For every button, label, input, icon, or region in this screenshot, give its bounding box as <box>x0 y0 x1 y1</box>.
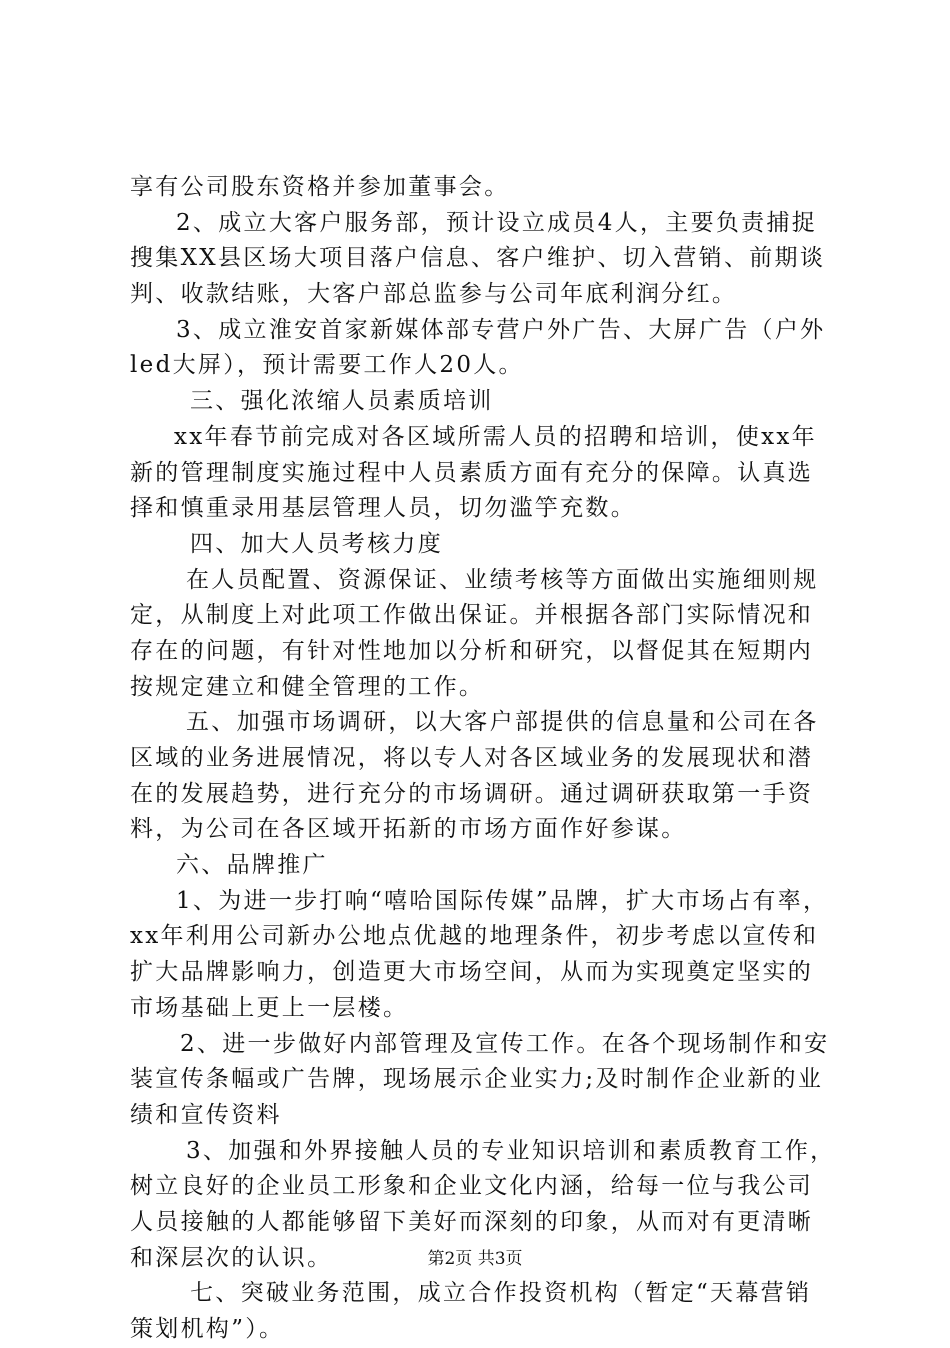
text-line: 扩大品牌影响力，创造更大市场空间，从而为实现奠定坚实的 <box>130 959 814 986</box>
text-line: 树立良好的企业员工形象和企业文化内涵，给每一位与我公司 <box>130 1173 814 1200</box>
text-line: 享有公司股东资格并参加董事会。 <box>130 174 510 200</box>
text-line: 四、加大人员考核力度 <box>190 530 443 557</box>
text-line: 2、进一步做好内部管理及宣传工作。在各个现场制作和安 <box>180 1030 830 1057</box>
text-line: 搜集XX县区场大项目落户信息、客户维护、切入营销、前期谈 <box>130 245 826 272</box>
text-line: 六、品牌推广 <box>176 852 328 879</box>
text-line: 在的发展趋势，进行充分的市场调研。通过调研获取第一手资 <box>130 780 814 807</box>
text-line: 五、加强市场调研，以大客户部提供的信息量和公司在各 <box>186 709 819 736</box>
text-line: 七、突破业务范围，成立合作投资机构（暂定“天幕营销 <box>190 1280 812 1307</box>
text-line: 按规定建立和健全管理的工作。 <box>130 673 485 700</box>
text-line: 3、加强和外界接触人员的专业知识培训和素质教育工作， <box>186 1137 836 1164</box>
text-line: 新的管理制度实施过程中人员素质方面有充分的保障。认真选 <box>130 459 814 486</box>
text-line: xx年春节前完成对各区域所需人员的招聘和培训，使xx年 <box>174 423 817 450</box>
page-footer: 第2页 共3页 <box>427 1249 523 1269</box>
text-line: 装宣传条幅或广告牌，现场展示企业实力;及时制作企业新的业 <box>130 1066 824 1093</box>
text-line: 在人员配置、资源保证、业绩考核等方面做出实施细则规 <box>186 566 819 593</box>
text-line: 区域的业务进展情况，将以专人对各区域业务的发展现状和潜 <box>130 745 814 771</box>
document-body <box>130 170 836 1348</box>
text-line: 定，从制度上对此项工作做出保证。并根据各部门实际情况和 <box>130 602 814 629</box>
text-line: 1、为进一步打响“嘻哈国际传媒”品牌，扩大市场占有率， <box>176 887 829 914</box>
text-line: 和深层次的认识。 <box>130 1244 333 1271</box>
text-line: 判、收款结账，大客户部总监参与公司年底利润分红。 <box>130 281 738 308</box>
text-line: 2、成立大客户服务部，预计设立成员4人，主要负责捕捉 <box>176 209 818 236</box>
text-line: 三、强化浓缩人员素质培训 <box>190 388 494 415</box>
text-line: 人员接触的人都能够留下美好而深刻的印象，从而对有更清晰 <box>130 1208 814 1235</box>
text-line: 市场基础上更上一层楼。 <box>130 994 409 1021</box>
text-line: 绩和宣传资料 <box>130 1101 282 1128</box>
text-line: xx年利用公司新办公地点优越的地理条件，初步考虑以宣传和 <box>130 923 819 950</box>
text-line: led大屏），预计需要工作人20人。 <box>130 352 524 379</box>
text-line: 3、成立淮安首家新媒体部专营户外广告、大屏广告（户外 <box>176 316 826 343</box>
text-line: 存在的问题，有针对性地加以分析和研究，以督促其在短期内 <box>130 637 814 664</box>
text-line: 择和慎重录用基层管理人员，切勿滥竽充数。 <box>130 495 636 522</box>
text-line: 料，为公司在各区域开拓新的市场方面作好参谋。 <box>130 816 687 843</box>
text-line: 策划机构”）。 <box>130 1316 285 1342</box>
